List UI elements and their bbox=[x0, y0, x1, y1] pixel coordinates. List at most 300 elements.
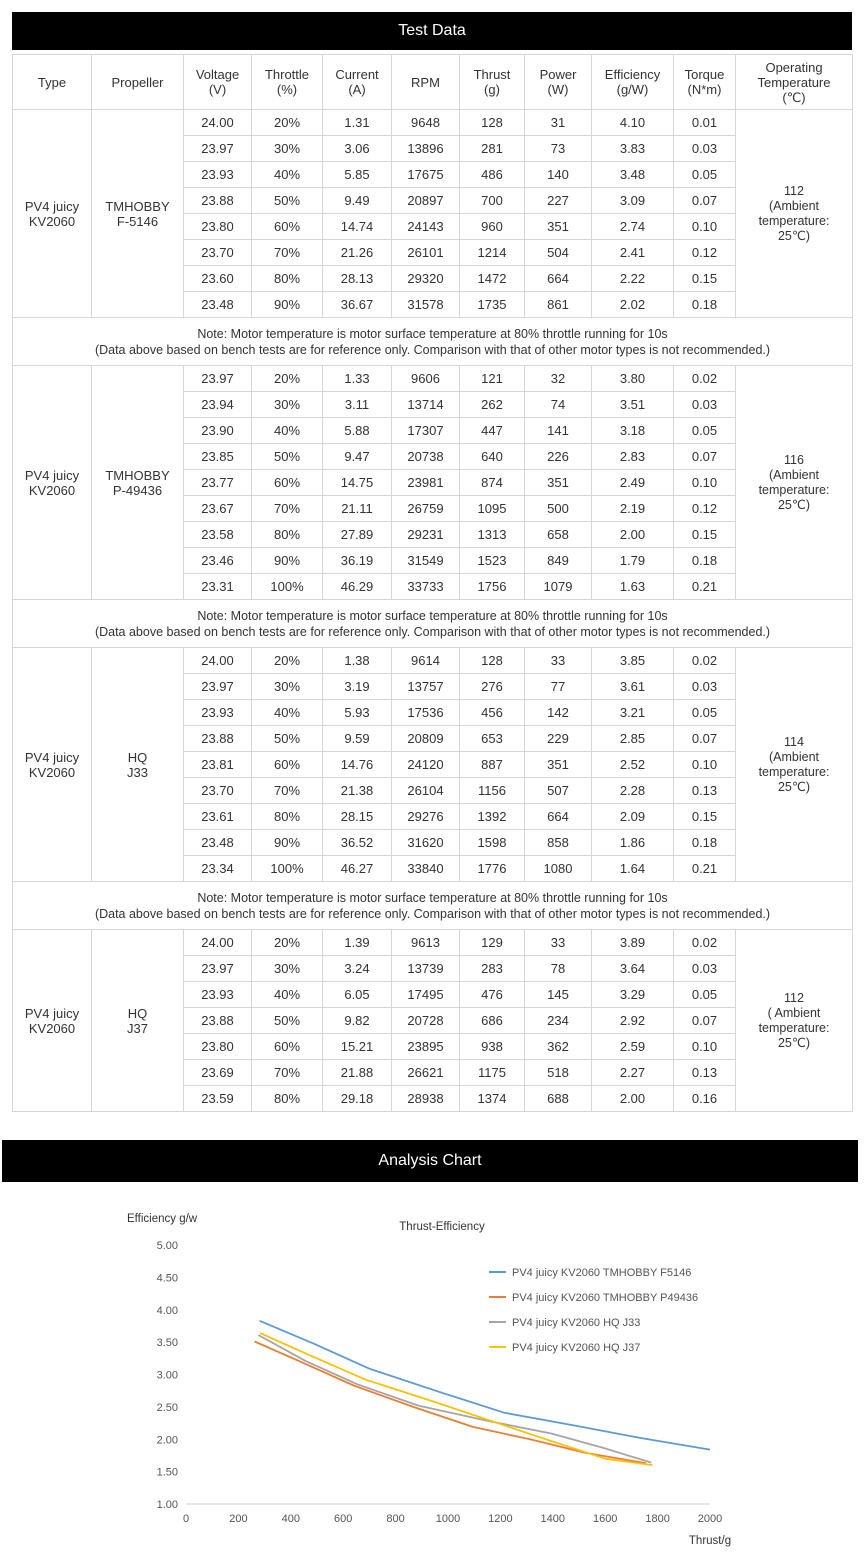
table-cell: 351 bbox=[525, 752, 592, 778]
table-cell: 0.02 bbox=[674, 366, 736, 392]
table-cell: 0.15 bbox=[674, 804, 736, 830]
header-propeller: Propeller bbox=[92, 55, 184, 110]
table-cell: 3.51 bbox=[592, 392, 674, 418]
test-data-banner: Test Data bbox=[12, 12, 852, 50]
table-cell: 23.48 bbox=[184, 830, 252, 856]
table-cell: 50% bbox=[252, 444, 323, 470]
table-cell: 686 bbox=[460, 1008, 525, 1034]
table-cell: 20% bbox=[252, 366, 323, 392]
table-cell: 1374 bbox=[460, 1086, 525, 1112]
table-cell: 3.18 bbox=[592, 418, 674, 444]
table-cell: 24.00 bbox=[184, 648, 252, 674]
table-cell: 2.49 bbox=[592, 470, 674, 496]
table-cell: 0.13 bbox=[674, 1060, 736, 1086]
propeller-cell: HQ J37 bbox=[92, 930, 184, 1112]
table-cell: 3.48 bbox=[592, 162, 674, 188]
table-cell: 26759 bbox=[392, 496, 460, 522]
table-cell: 518 bbox=[525, 1060, 592, 1086]
table-cell: 0.05 bbox=[674, 418, 736, 444]
y-tick-label: 3.00 bbox=[156, 1369, 178, 1382]
table-cell: 30% bbox=[252, 136, 323, 162]
table-cell: 30% bbox=[252, 674, 323, 700]
table-cell: 0.05 bbox=[674, 700, 736, 726]
table-cell: 0.18 bbox=[674, 292, 736, 318]
table-cell: 24143 bbox=[392, 214, 460, 240]
header-power: Power (W) bbox=[525, 55, 592, 110]
table-cell: 3.29 bbox=[592, 982, 674, 1008]
x-tick-label: 1000 bbox=[435, 1513, 461, 1525]
table-cell: 23.67 bbox=[184, 496, 252, 522]
table-cell: 23.80 bbox=[184, 1034, 252, 1060]
table-cell: 3.24 bbox=[323, 956, 392, 982]
table-cell: 26104 bbox=[392, 778, 460, 804]
test-data-table bbox=[12, 54, 853, 1112]
table-cell: 30% bbox=[252, 392, 323, 418]
table-cell: 0.07 bbox=[674, 1008, 736, 1034]
table-cell: 1080 bbox=[525, 856, 592, 882]
legend-label-2: PV4 juicy KV2060 HQ J33 bbox=[512, 1317, 641, 1329]
table-cell: 29276 bbox=[392, 804, 460, 830]
table-cell: 17495 bbox=[392, 982, 460, 1008]
table-cell: 5.93 bbox=[323, 700, 392, 726]
table-cell: 80% bbox=[252, 266, 323, 292]
temperature-cell: 112 (Ambient temperature: 25℃) bbox=[736, 110, 853, 318]
table-cell: 1756 bbox=[460, 574, 525, 600]
table-cell: 23.93 bbox=[184, 162, 252, 188]
propeller-cell: TMHOBBY F-5146 bbox=[92, 110, 184, 318]
table-cell: 2.00 bbox=[592, 1086, 674, 1112]
table-cell: 40% bbox=[252, 162, 323, 188]
table-cell: 0.01 bbox=[674, 110, 736, 136]
x-tick-label: 1800 bbox=[645, 1513, 670, 1525]
table-cell: 77 bbox=[525, 674, 592, 700]
table-cell: 3.61 bbox=[592, 674, 674, 700]
table-cell: 78 bbox=[525, 956, 592, 982]
table-cell: 46.29 bbox=[323, 574, 392, 600]
legend-label-1: PV4 juicy KV2060 TMHOBBY P49436 bbox=[512, 1292, 699, 1304]
table-cell: 50% bbox=[252, 726, 323, 752]
table-cell: 1392 bbox=[460, 804, 525, 830]
table-cell: 858 bbox=[525, 830, 592, 856]
table-cell: 351 bbox=[525, 470, 592, 496]
table-cell: 4.10 bbox=[592, 110, 674, 136]
y-tick-label: 1.00 bbox=[156, 1499, 178, 1511]
table-cell: 70% bbox=[252, 778, 323, 804]
table-cell: 20% bbox=[252, 110, 323, 136]
table-cell: 9648 bbox=[392, 110, 460, 136]
table-cell: 14.76 bbox=[323, 752, 392, 778]
table-cell: 281 bbox=[460, 136, 525, 162]
table-cell: 938 bbox=[460, 1034, 525, 1060]
table-cell: 0.02 bbox=[674, 648, 736, 674]
temperature-cell: 116 (Ambient temperature: 25℃) bbox=[736, 366, 853, 600]
table-cell: 24.00 bbox=[184, 930, 252, 956]
table-cell: 0.05 bbox=[674, 982, 736, 1008]
table-cell: 9606 bbox=[392, 366, 460, 392]
table-cell: 23.70 bbox=[184, 240, 252, 266]
table-cell: 229 bbox=[525, 726, 592, 752]
table-cell: 234 bbox=[525, 1008, 592, 1034]
table-cell: 476 bbox=[460, 982, 525, 1008]
table-cell: 28938 bbox=[392, 1086, 460, 1112]
table-cell: 0.12 bbox=[674, 240, 736, 266]
temperature-cell: 114 (Ambient temperature: 25℃) bbox=[736, 648, 853, 882]
propeller-cell: TMHOBBY P-49436 bbox=[92, 366, 184, 600]
table-cell: 688 bbox=[525, 1086, 592, 1112]
header-rpm: RPM bbox=[392, 55, 460, 110]
table-cell: 29.18 bbox=[323, 1086, 392, 1112]
table-cell: 283 bbox=[460, 956, 525, 982]
table-cell: 0.16 bbox=[674, 1086, 736, 1112]
table-cell: 1735 bbox=[460, 292, 525, 318]
table-cell: 227 bbox=[525, 188, 592, 214]
series-line-1 bbox=[255, 1342, 646, 1464]
table-cell: 50% bbox=[252, 1008, 323, 1034]
table-cell: 1.38 bbox=[323, 648, 392, 674]
table-cell: 23.93 bbox=[184, 982, 252, 1008]
table-cell: 3.19 bbox=[323, 674, 392, 700]
table-cell: 664 bbox=[525, 266, 592, 292]
header-voltage: Voltage (V) bbox=[184, 55, 252, 110]
table-cell: 5.85 bbox=[323, 162, 392, 188]
note-row bbox=[13, 882, 853, 930]
table-cell: 23.80 bbox=[184, 214, 252, 240]
table-cell: 17536 bbox=[392, 700, 460, 726]
table-cell: 13896 bbox=[392, 136, 460, 162]
note-cell: Note: Motor temperature is motor surface temperature at 80% throttle running for 10s (Data above based on bench tests are for reference only. Comparison with that of other motor types is not recommended.) bbox=[13, 882, 853, 930]
table-cell: 36.67 bbox=[323, 292, 392, 318]
table-cell: 23.97 bbox=[184, 956, 252, 982]
table-cell: 23.93 bbox=[184, 700, 252, 726]
note-row bbox=[13, 600, 853, 648]
table-cell: 70% bbox=[252, 240, 323, 266]
table-cell: 23.97 bbox=[184, 366, 252, 392]
note-cell: Note: Motor temperature is motor surface temperature at 80% throttle running for 10s (Data above based on bench tests are for reference only. Comparison with that of other motor types is not recommended.) bbox=[13, 600, 853, 648]
table-cell: 13739 bbox=[392, 956, 460, 982]
y-axis-label: Efficiency g/w bbox=[127, 1213, 198, 1225]
table-cell: 13714 bbox=[392, 392, 460, 418]
table-cell: 14.75 bbox=[323, 470, 392, 496]
table-cell: 142 bbox=[525, 700, 592, 726]
table-cell: 960 bbox=[460, 214, 525, 240]
table-cell: 73 bbox=[525, 136, 592, 162]
table-cell: 20897 bbox=[392, 188, 460, 214]
y-tick-label: 2.50 bbox=[156, 1401, 178, 1414]
table-cell: 9.82 bbox=[323, 1008, 392, 1034]
header-type: Type bbox=[13, 55, 92, 110]
table-cell: 0.03 bbox=[674, 674, 736, 700]
table-cell: 0.07 bbox=[674, 188, 736, 214]
y-tick-label: 1.50 bbox=[156, 1466, 178, 1479]
table-row bbox=[13, 110, 853, 136]
table-cell: 29231 bbox=[392, 522, 460, 548]
table-cell: 653 bbox=[460, 726, 525, 752]
table-cell: 2.59 bbox=[592, 1034, 674, 1060]
type-cell: PV4 juicy KV2060 bbox=[13, 930, 92, 1112]
y-tick-label: 3.50 bbox=[156, 1337, 178, 1350]
table-cell: 60% bbox=[252, 470, 323, 496]
x-axis-label: Thrust/g bbox=[688, 1535, 732, 1547]
table-cell: 0.21 bbox=[674, 574, 736, 600]
table-cell: 23895 bbox=[392, 1034, 460, 1060]
table-cell: 887 bbox=[460, 752, 525, 778]
table-cell: 0.18 bbox=[674, 548, 736, 574]
table-cell: 226 bbox=[525, 444, 592, 470]
table-cell: 1.86 bbox=[592, 830, 674, 856]
series-line-2 bbox=[258, 1335, 651, 1463]
table-cell: 60% bbox=[252, 1034, 323, 1060]
x-tick-label: 1400 bbox=[540, 1513, 566, 1525]
table-cell: 2.85 bbox=[592, 726, 674, 752]
table-cell: 80% bbox=[252, 522, 323, 548]
table-cell: 60% bbox=[252, 752, 323, 778]
table-cell: 40% bbox=[252, 418, 323, 444]
y-tick-label: 4.50 bbox=[156, 1272, 178, 1285]
note-row bbox=[13, 318, 853, 366]
table-cell: 1776 bbox=[460, 856, 525, 882]
table-cell: 36.19 bbox=[323, 548, 392, 574]
table-cell: 0.10 bbox=[674, 470, 736, 496]
table-cell: 33733 bbox=[392, 574, 460, 600]
legend-label-3: PV4 juicy KV2060 HQ J37 bbox=[512, 1342, 641, 1354]
table-cell: 31549 bbox=[392, 548, 460, 574]
table-cell: 23.34 bbox=[184, 856, 252, 882]
table-cell: 100% bbox=[252, 574, 323, 600]
table-cell: 21.38 bbox=[323, 778, 392, 804]
table-cell: 31578 bbox=[392, 292, 460, 318]
table-cell: 23.59 bbox=[184, 1086, 252, 1112]
table-cell: 9614 bbox=[392, 648, 460, 674]
analysis-chart-banner: Analysis Chart bbox=[2, 1140, 858, 1182]
x-tick-label: 2000 bbox=[697, 1513, 723, 1525]
table-cell: 3.83 bbox=[592, 136, 674, 162]
table-header-row bbox=[13, 55, 853, 110]
table-cell: 30% bbox=[252, 956, 323, 982]
table-cell: 28.15 bbox=[323, 804, 392, 830]
table-cell: 0.12 bbox=[674, 496, 736, 522]
table-cell: 26101 bbox=[392, 240, 460, 266]
table-cell: 90% bbox=[252, 830, 323, 856]
thrust-efficiency-chart bbox=[2, 1182, 858, 1564]
table-cell: 5.88 bbox=[323, 418, 392, 444]
type-cell: PV4 juicy KV2060 bbox=[13, 110, 92, 318]
table-cell: 33840 bbox=[392, 856, 460, 882]
table-cell: 1156 bbox=[460, 778, 525, 804]
table-cell: 1313 bbox=[460, 522, 525, 548]
table-cell: 1598 bbox=[460, 830, 525, 856]
temperature-cell: 112 ( Ambient temperature: 25℃) bbox=[736, 930, 853, 1112]
table-cell: 90% bbox=[252, 292, 323, 318]
table-cell: 9.49 bbox=[323, 188, 392, 214]
table-cell: 141 bbox=[525, 418, 592, 444]
table-cell: 1.64 bbox=[592, 856, 674, 882]
table-cell: 80% bbox=[252, 804, 323, 830]
table-cell: 0.05 bbox=[674, 162, 736, 188]
table-cell: 0.10 bbox=[674, 1034, 736, 1060]
table-cell: 33 bbox=[525, 648, 592, 674]
table-cell: 31 bbox=[525, 110, 592, 136]
table-cell: 23.88 bbox=[184, 726, 252, 752]
x-tick-label: 1200 bbox=[488, 1513, 513, 1525]
table-cell: 0.07 bbox=[674, 444, 736, 470]
table-cell: 21.26 bbox=[323, 240, 392, 266]
y-tick-label: 5.00 bbox=[156, 1240, 178, 1252]
table-cell: 447 bbox=[460, 418, 525, 444]
table-cell: 14.74 bbox=[323, 214, 392, 240]
table-cell: 664 bbox=[525, 804, 592, 830]
note-cell: Note: Motor temperature is motor surface temperature at 80% throttle running for 10s (Data above based on bench tests are for reference only. Comparison with that of other motor types is not recommended.) bbox=[13, 318, 853, 366]
table-cell: 0.03 bbox=[674, 956, 736, 982]
header-thrust: Thrust (g) bbox=[460, 55, 525, 110]
table-cell: 70% bbox=[252, 496, 323, 522]
table-cell: 23.97 bbox=[184, 136, 252, 162]
table-cell: 3.09 bbox=[592, 188, 674, 214]
table-cell: 28.13 bbox=[323, 266, 392, 292]
table-cell: 504 bbox=[525, 240, 592, 266]
table-cell: 145 bbox=[525, 982, 592, 1008]
table-cell: 507 bbox=[525, 778, 592, 804]
table-cell: 3.11 bbox=[323, 392, 392, 418]
table-cell: 351 bbox=[525, 214, 592, 240]
table-cell: 20% bbox=[252, 648, 323, 674]
table-cell: 2.92 bbox=[592, 1008, 674, 1034]
table-cell: 40% bbox=[252, 700, 323, 726]
table-cell: 0.10 bbox=[674, 214, 736, 240]
table-cell: 849 bbox=[525, 548, 592, 574]
table-cell: 46.27 bbox=[323, 856, 392, 882]
legend-label-0: PV4 juicy KV2060 TMHOBBY F5146 bbox=[512, 1267, 692, 1279]
table-cell: 9.47 bbox=[323, 444, 392, 470]
table-cell: 74 bbox=[525, 392, 592, 418]
table-cell: 23.60 bbox=[184, 266, 252, 292]
table-cell: 23.48 bbox=[184, 292, 252, 318]
table-cell: 23.46 bbox=[184, 548, 252, 574]
table-cell: 640 bbox=[460, 444, 525, 470]
table-cell: 0.15 bbox=[674, 266, 736, 292]
table-cell: 2.52 bbox=[592, 752, 674, 778]
table-cell: 3.06 bbox=[323, 136, 392, 162]
x-tick-label: 1600 bbox=[592, 1513, 618, 1525]
table-cell: 23.61 bbox=[184, 804, 252, 830]
table-cell: 1095 bbox=[460, 496, 525, 522]
table-cell: 1523 bbox=[460, 548, 525, 574]
table-cell: 0.03 bbox=[674, 136, 736, 162]
type-cell: PV4 juicy KV2060 bbox=[13, 366, 92, 600]
table-cell: 1.39 bbox=[323, 930, 392, 956]
analysis-chart-area bbox=[2, 1182, 858, 1564]
table-cell: 0.15 bbox=[674, 522, 736, 548]
table-cell: 33 bbox=[525, 930, 592, 956]
table-cell: 2.19 bbox=[592, 496, 674, 522]
table-cell: 658 bbox=[525, 522, 592, 548]
table-cell: 23.90 bbox=[184, 418, 252, 444]
table-cell: 2.09 bbox=[592, 804, 674, 830]
table-cell: 90% bbox=[252, 548, 323, 574]
table-cell: 0.03 bbox=[674, 392, 736, 418]
table-cell: 9613 bbox=[392, 930, 460, 956]
table-cell: 32 bbox=[525, 366, 592, 392]
table-cell: 80% bbox=[252, 1086, 323, 1112]
table-cell: 6.05 bbox=[323, 982, 392, 1008]
table-cell: 2.00 bbox=[592, 522, 674, 548]
table-cell: 1.79 bbox=[592, 548, 674, 574]
table-cell: 23.88 bbox=[184, 1008, 252, 1034]
propeller-cell: HQ J33 bbox=[92, 648, 184, 882]
table-cell: 700 bbox=[460, 188, 525, 214]
table-cell: 23.85 bbox=[184, 444, 252, 470]
table-cell: 3.21 bbox=[592, 700, 674, 726]
table-cell: 21.11 bbox=[323, 496, 392, 522]
table-cell: 3.64 bbox=[592, 956, 674, 982]
table-cell: 456 bbox=[460, 700, 525, 726]
table-cell: 20738 bbox=[392, 444, 460, 470]
table-cell: 9.59 bbox=[323, 726, 392, 752]
table-cell: 23981 bbox=[392, 470, 460, 496]
table-row bbox=[13, 930, 853, 956]
table-cell: 36.52 bbox=[323, 830, 392, 856]
table-cell: 128 bbox=[460, 648, 525, 674]
table-cell: 1175 bbox=[460, 1060, 525, 1086]
x-tick-label: 600 bbox=[334, 1513, 353, 1525]
table-cell: 0.07 bbox=[674, 726, 736, 752]
table-cell: 26621 bbox=[392, 1060, 460, 1086]
table-cell: 23.58 bbox=[184, 522, 252, 548]
table-cell: 27.89 bbox=[323, 522, 392, 548]
y-tick-label: 4.00 bbox=[156, 1304, 178, 1317]
table-cell: 2.22 bbox=[592, 266, 674, 292]
chart-title: Thrust-Efficiency bbox=[399, 1221, 485, 1233]
table-cell: 2.28 bbox=[592, 778, 674, 804]
table-cell: 1.63 bbox=[592, 574, 674, 600]
table-cell: 17675 bbox=[392, 162, 460, 188]
table-cell: 121 bbox=[460, 366, 525, 392]
table-cell: 0.21 bbox=[674, 856, 736, 882]
header-throttle: Throttle (%) bbox=[252, 55, 323, 110]
table-cell: 60% bbox=[252, 214, 323, 240]
table-cell: 23.81 bbox=[184, 752, 252, 778]
table-cell: 15.21 bbox=[323, 1034, 392, 1060]
header-temperature: Operating Temperature (℃) bbox=[736, 55, 853, 110]
table-cell: 861 bbox=[525, 292, 592, 318]
table-cell: 20% bbox=[252, 930, 323, 956]
table-cell: 31620 bbox=[392, 830, 460, 856]
type-cell: PV4 juicy KV2060 bbox=[13, 648, 92, 882]
table-cell: 140 bbox=[525, 162, 592, 188]
table-cell: 129 bbox=[460, 930, 525, 956]
table-cell: 24120 bbox=[392, 752, 460, 778]
x-tick-label: 200 bbox=[229, 1513, 248, 1525]
table-cell: 262 bbox=[460, 392, 525, 418]
table-cell: 0.18 bbox=[674, 830, 736, 856]
table-row bbox=[13, 648, 853, 674]
table-cell: 20809 bbox=[392, 726, 460, 752]
table-cell: 17307 bbox=[392, 418, 460, 444]
table-cell: 23.77 bbox=[184, 470, 252, 496]
table-cell: 40% bbox=[252, 982, 323, 1008]
table-cell: 3.89 bbox=[592, 930, 674, 956]
y-tick-label: 2.00 bbox=[156, 1434, 178, 1447]
table-cell: 500 bbox=[525, 496, 592, 522]
table-cell: 362 bbox=[525, 1034, 592, 1060]
table-cell: 3.80 bbox=[592, 366, 674, 392]
x-tick-label: 800 bbox=[386, 1513, 405, 1525]
table-cell: 0.02 bbox=[674, 930, 736, 956]
table-cell: 23.31 bbox=[184, 574, 252, 600]
table-cell: 20728 bbox=[392, 1008, 460, 1034]
table-cell: 1.31 bbox=[323, 110, 392, 136]
table-cell: 23.70 bbox=[184, 778, 252, 804]
table-cell: 3.85 bbox=[592, 648, 674, 674]
